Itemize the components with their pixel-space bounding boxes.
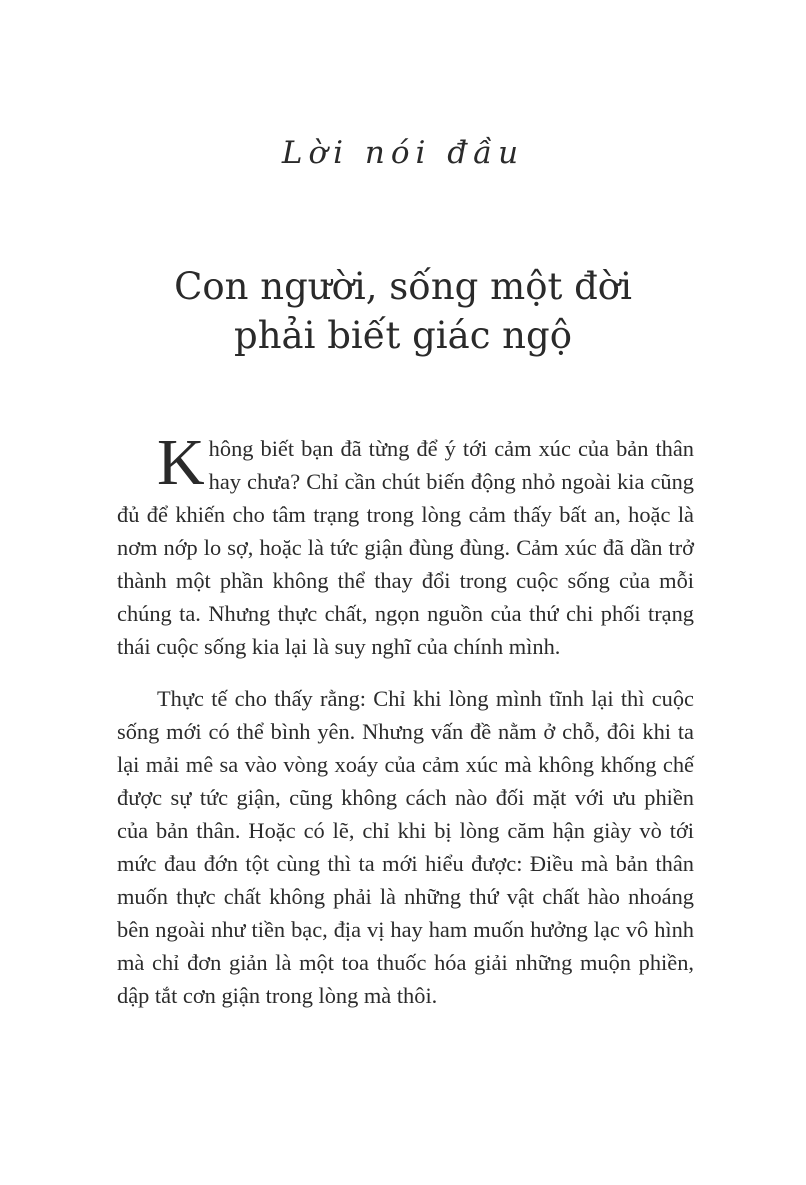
chapter-title (60, 262, 746, 360)
chapter-title-line-2: phải biết giác ngộ (234, 314, 572, 357)
section-label: Lời nói đầu (281, 135, 525, 171)
paragraph-2: Thực tế cho thấy rằng: Chỉ khi lòng mình tĩnh lại thì cuộc sống mới có thể bình yên. Nhưng vấn đề nằm ở chỗ, đôi khi ta lại mải mê sa vào vòng xoáy của cảm xúc mà không khống chế được sự tức giận, cũng không cách nào đối mặt với ưu phiền của bản thân. Hoặc có lẽ, chỉ khi bị lòng căm hận giày vò tới mức đau đớn tột cùng thì ta mới hiểu được: Điều mà bản thân muốn thực chất không phải là những thứ vật chất hào nhoáng bên ngoài như tiền bạc, địa vị hay ham muốn hưởng lạc vô hình mà chỉ đơn giản là một toa thuốc hóa giải những muộn phiền, dập tắt cơn giận trong lòng mà thôi. (117, 686, 694, 1008)
paragraph-1-text: hông biết bạn đã từng để ý tới cảm xúc của bản thân hay chưa? Chỉ cần chút biến động nhỏ ngoài kia cũng đủ để khiến cho tâm trạng trong lòng cảm thấy bất an, hoặc là nơm nớp lo sợ, hoặc là tức giận đùng đùng. Cảm xúc đã dần trở thành một phần không thể thay đổi trong cuộc sống của mỗi chúng ta. Nhưng thực chất, ngọn nguồn của thứ chi phối trạng thái cuộc sống kia lại là suy nghĩ của chính mình. (117, 436, 694, 659)
chapter-title-line-1: Con người, sống một đời (174, 265, 632, 308)
drop-cap: K (157, 426, 205, 499)
body-text (117, 426, 694, 1012)
paragraph-1 (117, 426, 694, 663)
